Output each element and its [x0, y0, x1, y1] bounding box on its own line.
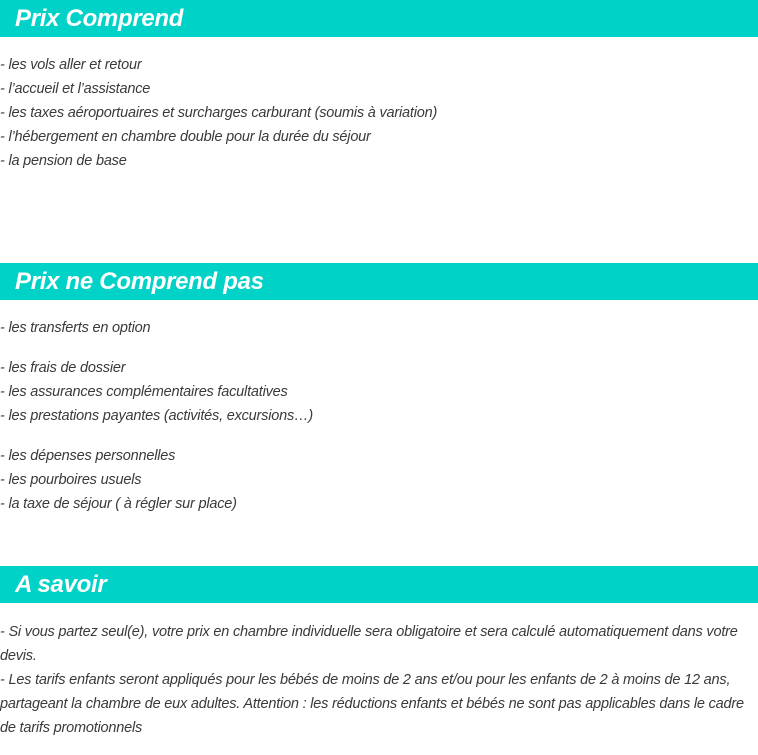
- list-item: - les vols aller et retour: [0, 57, 142, 73]
- list-item: - les prestations payantes (activités, excursions…): [0, 408, 313, 424]
- section-price-excludes: [0, 263, 758, 516]
- list-item: - les frais de dossier: [0, 360, 126, 376]
- list-item: - les pourboires usuels: [0, 472, 142, 488]
- not-included-list: [0, 316, 758, 516]
- paragraph-child-rates: - Les tarifs enfants seront appliqués pour les bébés de moins de 2 ans et/ou pour les enfants de 2 à moins de 12 ans, partageant la chambre de eux adultes. Attention : les réductions enfants et bébés ne sont pas applicables dans le cadre de tarifs promotionnels: [0, 672, 744, 736]
- list-item: - les transferts en option: [0, 320, 151, 336]
- list-item: - les dépenses personnelles: [0, 448, 176, 464]
- section-good-to-know: [0, 566, 758, 740]
- list-item: - l’hébergement en chambre double pour la durée du séjour: [0, 129, 371, 145]
- list-item: - la pension de base: [0, 153, 127, 169]
- list-item: - les assurances complémentaires facultatives: [0, 384, 288, 400]
- included-list: [0, 53, 758, 173]
- section-title-price-includes: Prix Comprend: [0, 0, 758, 37]
- section-title-good-to-know: A savoir: [0, 566, 758, 603]
- list-item: - les taxes aéroportuaires et surcharges carburant (soumis à variation): [0, 105, 438, 121]
- section-title-price-excludes: Prix ne Comprend pas: [0, 263, 758, 300]
- list-item: - la taxe de séjour ( à régler sur place): [0, 496, 237, 512]
- paragraph-single-supplement: - Si vous partez seul(e), votre prix en chambre individuelle sera obligatoire et sera calculé automatiquement dans votre devis.: [0, 624, 738, 664]
- section-price-includes: [0, 0, 758, 173]
- list-item: - l’accueil et l’assistance: [0, 81, 151, 97]
- good-to-know-body: [0, 620, 758, 740]
